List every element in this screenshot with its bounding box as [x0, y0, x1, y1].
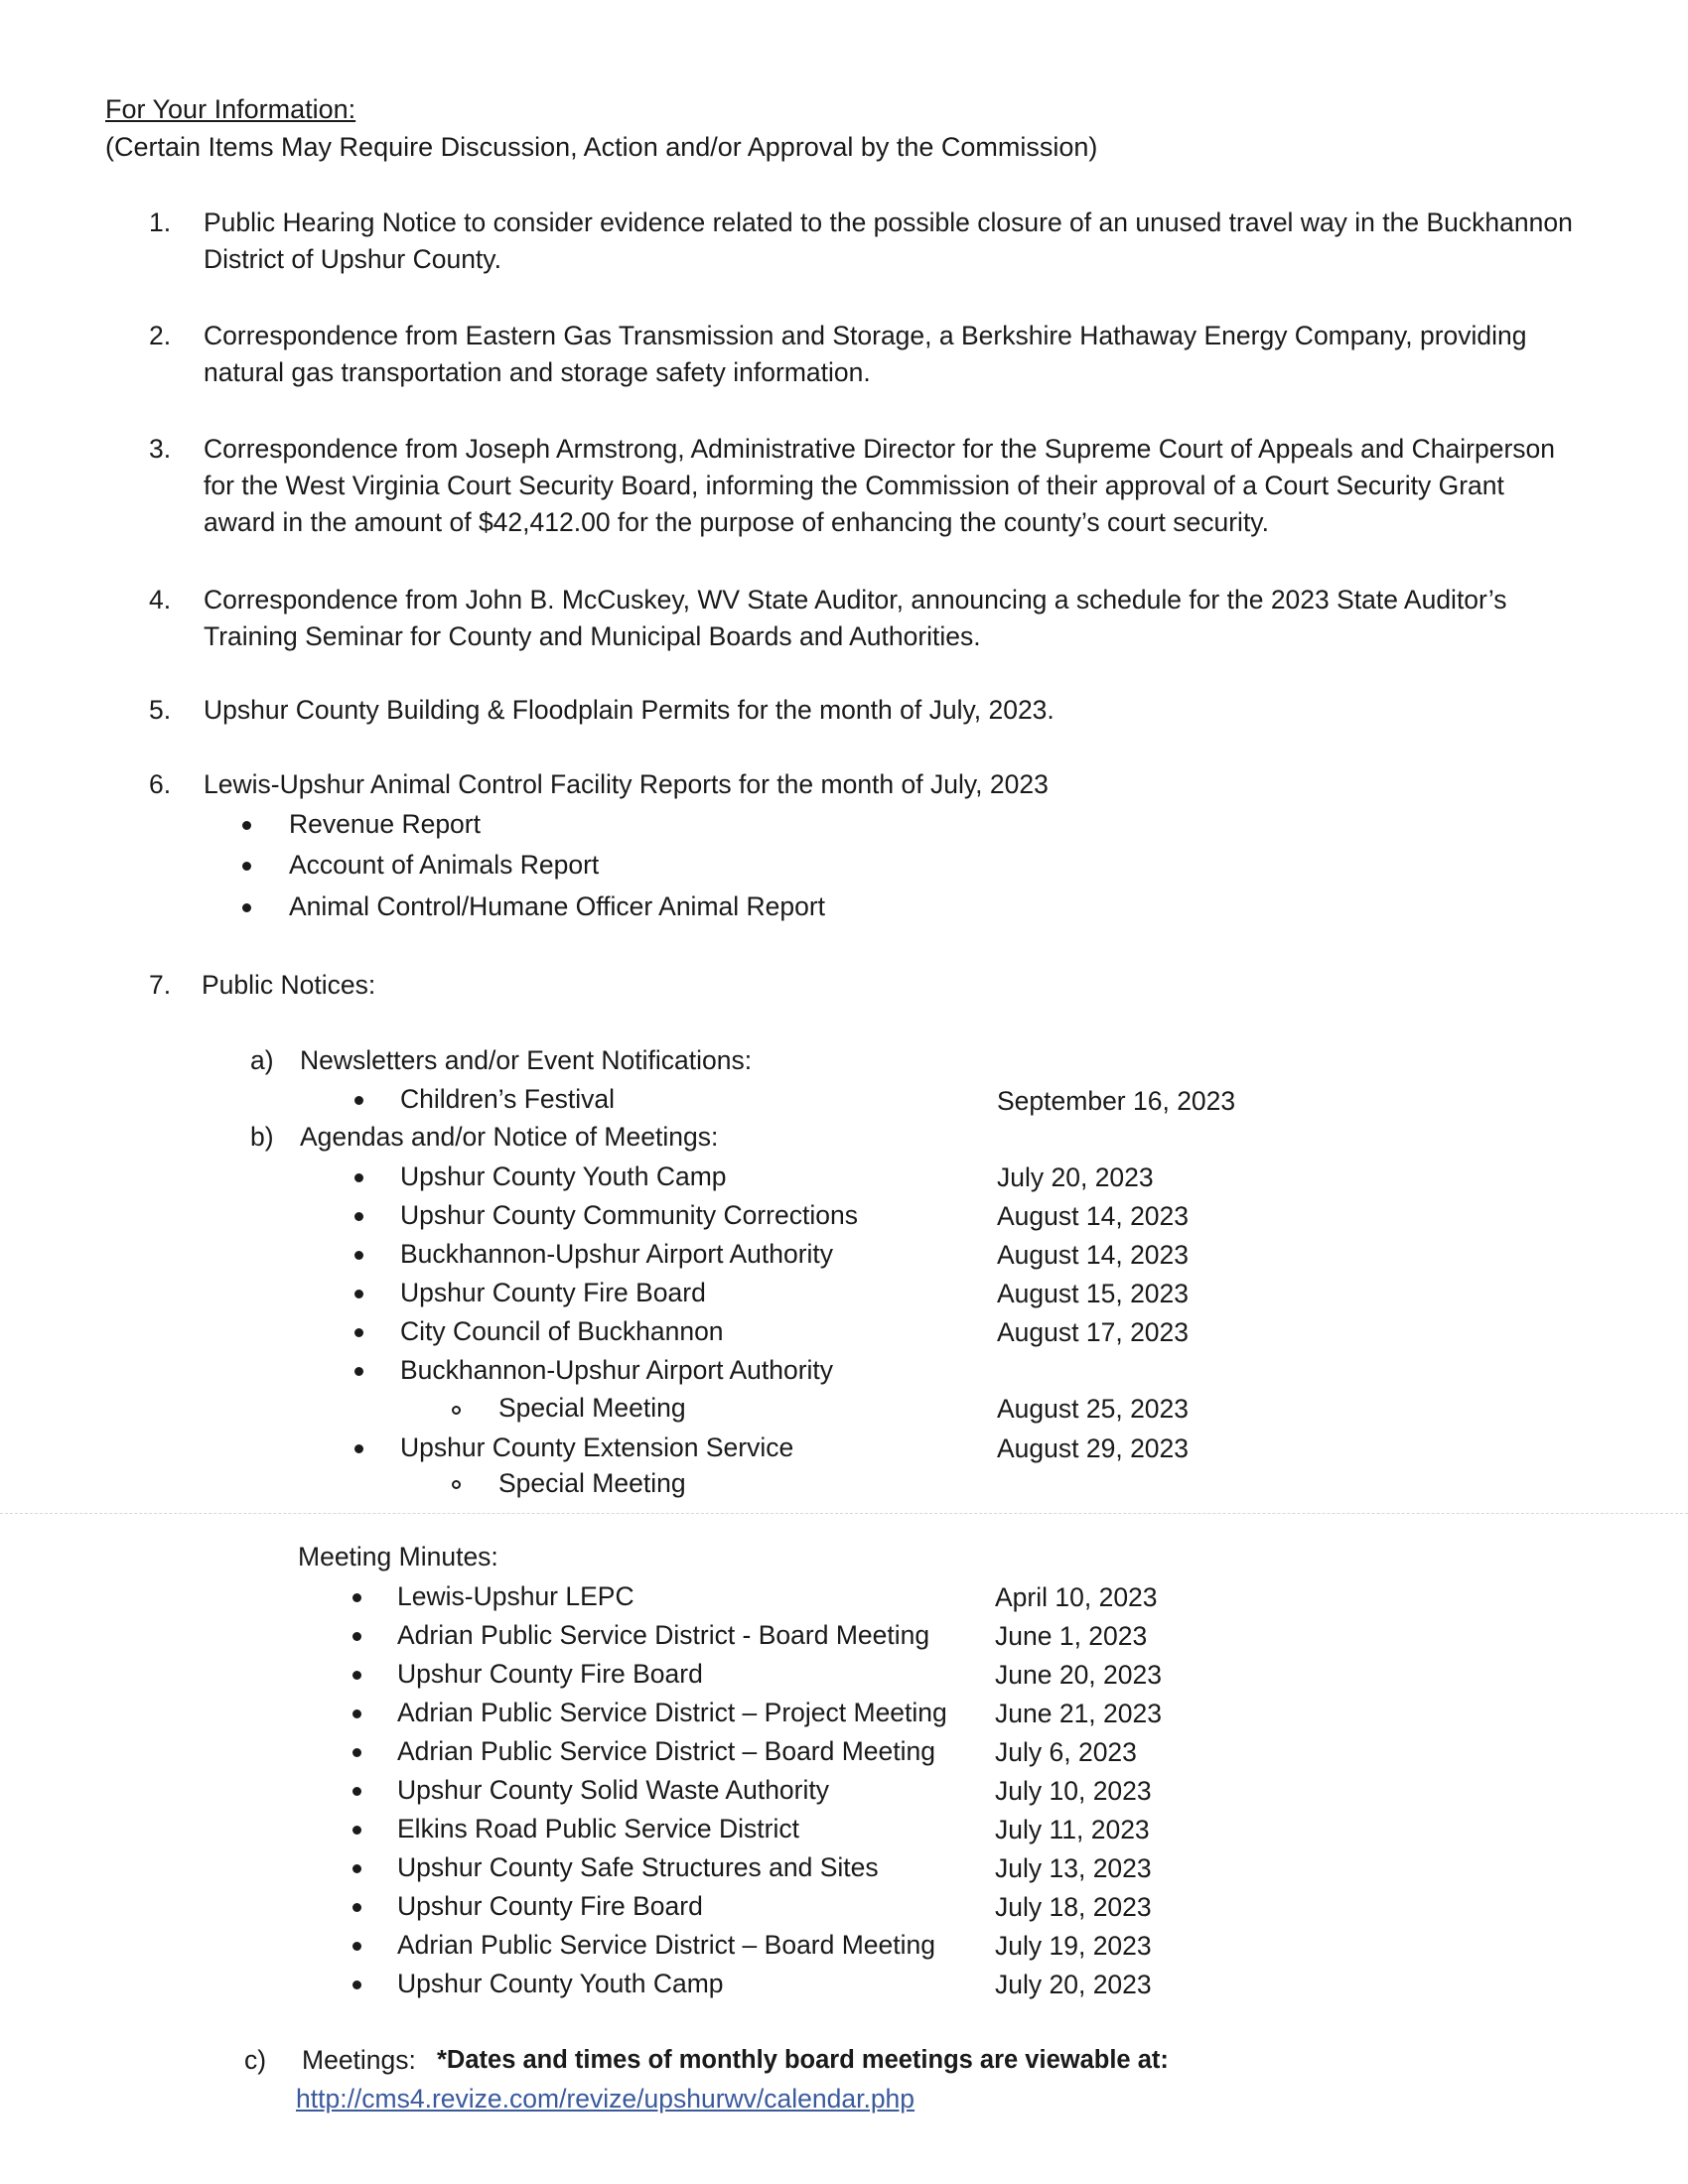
- row-name: Upshur County Solid Waste Authority: [397, 1775, 829, 1805]
- bullet-icon: [352, 1632, 361, 1641]
- row-date: July 20, 2023: [997, 1162, 1154, 1192]
- row-name: Elkins Road Public Service District: [397, 1814, 799, 1843]
- section-c-note: *Dates and times of monthly board meetings are viewable at:: [437, 2046, 1169, 2074]
- row-name: Upshur County Safe Structures and Sites: [397, 1852, 879, 1882]
- bullet-icon: [354, 1328, 363, 1337]
- bullet-icon: [352, 1826, 361, 1835]
- item-text: Public Notices:: [202, 970, 376, 1000]
- item-number: 6.: [149, 769, 172, 799]
- item-number: 2.: [149, 321, 172, 350]
- section-b-letter: b): [250, 1122, 274, 1152]
- row-name: Upshur County Fire Board: [397, 1891, 703, 1921]
- bullet-icon: [354, 1096, 363, 1105]
- item-text: Correspondence from Eastern Gas Transmission and Storage, a Berkshire Hathaway Energy Company, providing natural gas transportation and storage safety information.: [204, 321, 1527, 387]
- bullet-icon: [354, 1212, 363, 1221]
- bullet-icon: [352, 1903, 361, 1912]
- row-date: July 6, 2023: [995, 1737, 1137, 1767]
- item-text: Public Hearing Notice to consider evidence related to the possible closure of an unused travel way in the Buckhannon District of Upshur County.: [204, 207, 1573, 274]
- item-text: Lewis-Upshur Animal Control Facility Reports for the month of July, 2023: [204, 769, 1049, 799]
- page-subheading: (Certain Items May Require Discussion, Action and/or Approval by the Commission): [105, 132, 1098, 162]
- bullet-icon: [352, 1748, 361, 1757]
- bullet-icon: [352, 1671, 361, 1680]
- row-name: Lewis-Upshur LEPC: [397, 1581, 634, 1611]
- bullet-text: Animal Control/Humane Officer Animal Report: [289, 891, 826, 921]
- item-number: 1.: [149, 207, 172, 237]
- row-name: Upshur County Fire Board: [400, 1278, 706, 1307]
- page-heading: For Your Information:: [105, 94, 356, 124]
- row-name: Special Meeting: [498, 1393, 686, 1423]
- row-date: August 25, 2023: [997, 1394, 1190, 1424]
- section-c-label: Meetings:: [302, 2045, 416, 2075]
- bullet-icon: [242, 821, 251, 830]
- row-date: June 20, 2023: [995, 1660, 1162, 1690]
- bullet-text: Account of Animals Report: [289, 850, 600, 880]
- bullet-text: Revenue Report: [289, 809, 481, 839]
- section-a-title: Newsletters and/or Event Notifications:: [300, 1045, 753, 1075]
- row-name: Adrian Public Service District – Board Meeting: [397, 1736, 936, 1766]
- bullet-icon: [354, 1367, 363, 1376]
- divider: [0, 1513, 1688, 1514]
- item-number: 4.: [149, 585, 172, 614]
- row-name: Adrian Public Service District – Project Meeting: [397, 1698, 947, 1727]
- item-number: 5.: [149, 695, 172, 725]
- row-date: April 10, 2023: [995, 1582, 1158, 1612]
- row-date: August 15, 2023: [997, 1279, 1190, 1308]
- bullet-icon: [242, 903, 251, 912]
- row-date: July 10, 2023: [995, 1776, 1152, 1806]
- row-name: Upshur County Extension Service: [400, 1433, 794, 1462]
- row-name: Upshur County Youth Camp: [397, 1969, 724, 1998]
- bullet-icon: [352, 1787, 361, 1796]
- bullet-icon: [242, 862, 251, 871]
- bullet-icon: [352, 1942, 361, 1951]
- row-name: Buckhannon-Upshur Airport Authority: [400, 1355, 834, 1385]
- bullet-icon: [352, 1709, 361, 1718]
- bullet-icon: [352, 1864, 361, 1873]
- row-name: Upshur County Youth Camp: [400, 1161, 727, 1191]
- row-date: July 18, 2023: [995, 1892, 1152, 1922]
- item-text: Upshur County Building & Floodplain Permits for the month of July, 2023.: [204, 695, 1055, 725]
- item-number: 3.: [149, 434, 172, 464]
- row-date: July 20, 2023: [995, 1970, 1152, 1999]
- row-name: Upshur County Community Corrections: [400, 1200, 858, 1230]
- row-date: August 14, 2023: [997, 1240, 1190, 1270]
- row-name: Special Meeting: [498, 1468, 686, 1498]
- minutes-title: Meeting Minutes:: [298, 1542, 498, 1571]
- row-date: August 29, 2023: [997, 1433, 1190, 1463]
- bullet-icon: [354, 1444, 363, 1453]
- row-name: Adrian Public Service District - Board Meeting: [397, 1620, 930, 1650]
- section-c-letter: c): [244, 2045, 267, 2075]
- calendar-link[interactable]: http://cms4.revize.com/revize/upshurwv/calendar.php: [296, 2084, 915, 2114]
- row-name: Adrian Public Service District – Board Meeting: [397, 1930, 936, 1960]
- item-text: Correspondence from Joseph Armstrong, Administrative Director for the Supreme Court of Appeals and Chairperson for the West Virginia Court Security Board, informing the Commission of their approval of a Court Security Grant award in the amount of $42,412.00 for the purpose of enhancing the county’s court security.: [204, 434, 1555, 537]
- row-date: August 17, 2023: [997, 1317, 1190, 1347]
- item-number: 7.: [149, 970, 172, 1000]
- bullet-icon: [354, 1173, 363, 1182]
- row-name: City Council of Buckhannon: [400, 1316, 724, 1346]
- bullet-icon: [354, 1290, 363, 1298]
- row-name: Upshur County Fire Board: [397, 1659, 703, 1689]
- section-a-letter: a): [250, 1045, 274, 1075]
- row-date: September 16, 2023: [997, 1086, 1236, 1116]
- bullet-icon: [352, 1980, 361, 1989]
- item-text: Correspondence from John B. McCuskey, WV State Auditor, announcing a schedule for the 2023 State Auditor’s Training Seminar for County and Municipal Boards and Authorities.: [204, 585, 1507, 651]
- section-b-title: Agendas and/or Notice of Meetings:: [300, 1122, 719, 1152]
- sub-bullet-icon: [452, 1406, 461, 1415]
- row-date: July 11, 2023: [995, 1815, 1150, 1844]
- row-name: Children’s Festival: [400, 1084, 616, 1114]
- row-date: June 21, 2023: [995, 1699, 1162, 1728]
- row-name: Buckhannon-Upshur Airport Authority: [400, 1239, 834, 1269]
- bullet-icon: [354, 1251, 363, 1260]
- row-date: July 19, 2023: [995, 1931, 1152, 1961]
- row-date: July 13, 2023: [995, 1853, 1152, 1883]
- row-date: August 14, 2023: [997, 1201, 1190, 1231]
- bullet-icon: [352, 1593, 361, 1602]
- sub-bullet-icon: [452, 1480, 461, 1489]
- row-date: June 1, 2023: [995, 1621, 1148, 1651]
